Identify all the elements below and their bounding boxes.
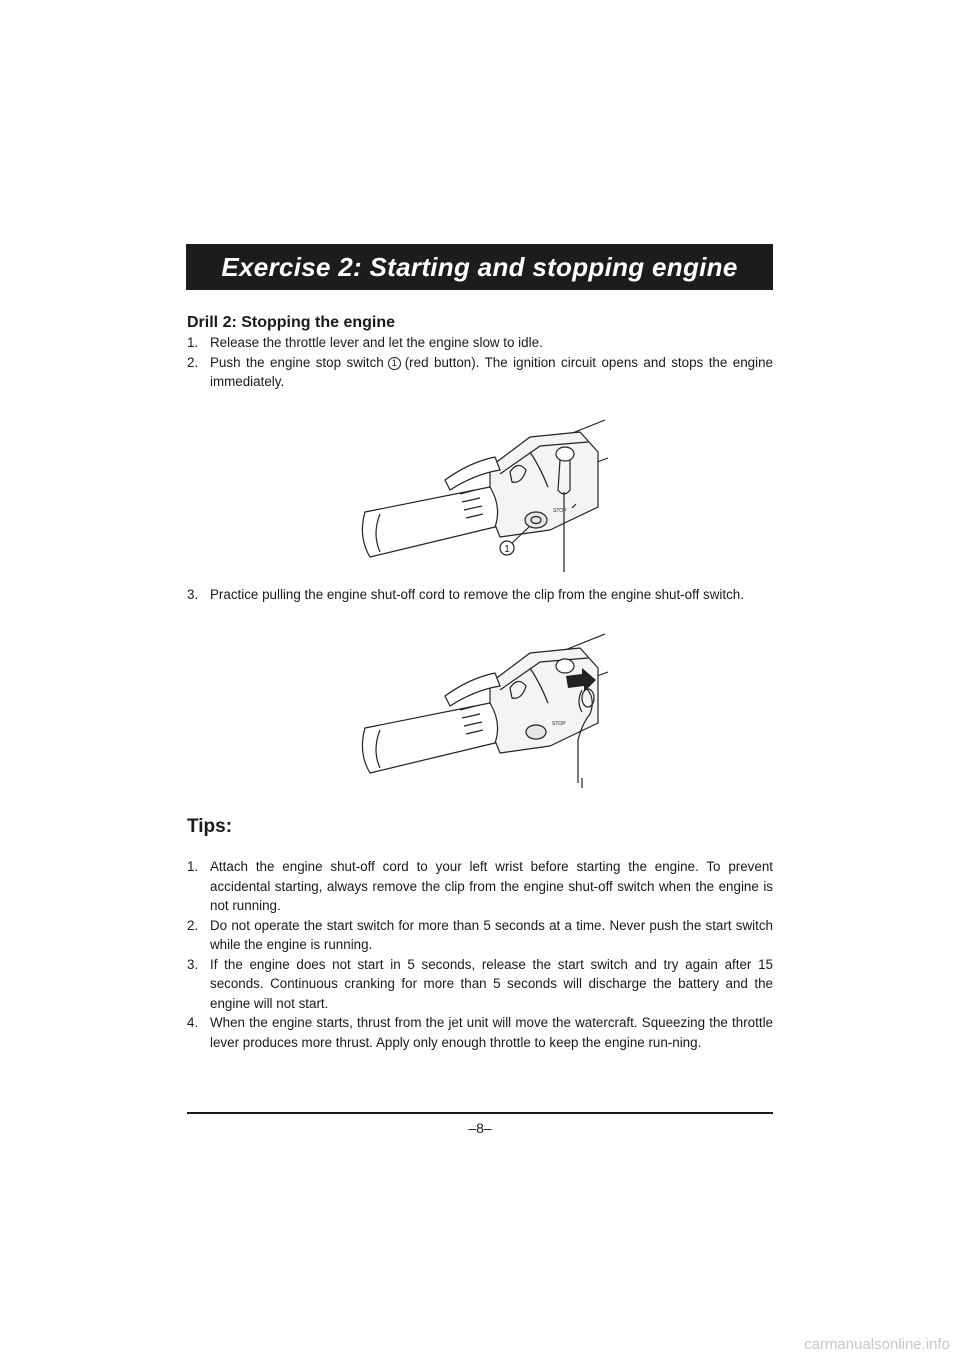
list-item: 2. Do not operate the start switch for more than 5 seconds at a time. Never push the start switch while the engine is running. [187, 917, 773, 952]
stop-label: STOP [553, 508, 567, 514]
list-item: 4. When the engine starts, thrust from the jet unit will move the watercraft. Squeezing the throttle lever produces more thrust. Apply only enough throttle to keep the engine run-ning. [187, 1015, 773, 1050]
list-item: 3. If the engine does not start in 5 seconds, release the start switch and try again after 15 seconds. Continuous cranking for more than 5 seconds will discharge the battery and the engine will not start. [187, 956, 773, 1011]
list-item: 3. Practice pulling the engine shut-off cord to remove the clip from the engine shut-off switch. [187, 587, 744, 602]
stop-label: STOP [552, 721, 566, 727]
title-banner [186, 244, 773, 290]
handlebar-stop-switch-illustration [350, 412, 610, 572]
list-item: 2. Push the engine stop switch 1 (red button). The ignition circuit opens and stops the engine immediately. [187, 354, 773, 389]
shutoff-cord-illustration [350, 628, 610, 788]
page-number: –8– [468, 1120, 492, 1136]
drill-step-3 [187, 585, 773, 605]
drill-title: Drill 2: Stopping the engine [187, 314, 395, 331]
tips-title: Tips: [187, 816, 233, 837]
tips-list [187, 857, 773, 1052]
list-item: 1. Attach the engine shut-off cord to your left wrist before starting the engine. To prevent accidental starting, always remove the clip from the engine shut-off switch when the engine is not running. [187, 859, 773, 913]
list-item: 1. Release the throttle lever and let the engine slow to idle. [187, 335, 543, 350]
callout-ref: 1 [388, 357, 401, 370]
page-title: Exercise 2: Starting and stopping engine [221, 251, 738, 282]
footer-divider [187, 1112, 773, 1114]
callout-number: 1 [504, 544, 510, 555]
watermark: carmanualsonline.info [804, 1336, 950, 1353]
drill-steps [187, 333, 773, 392]
